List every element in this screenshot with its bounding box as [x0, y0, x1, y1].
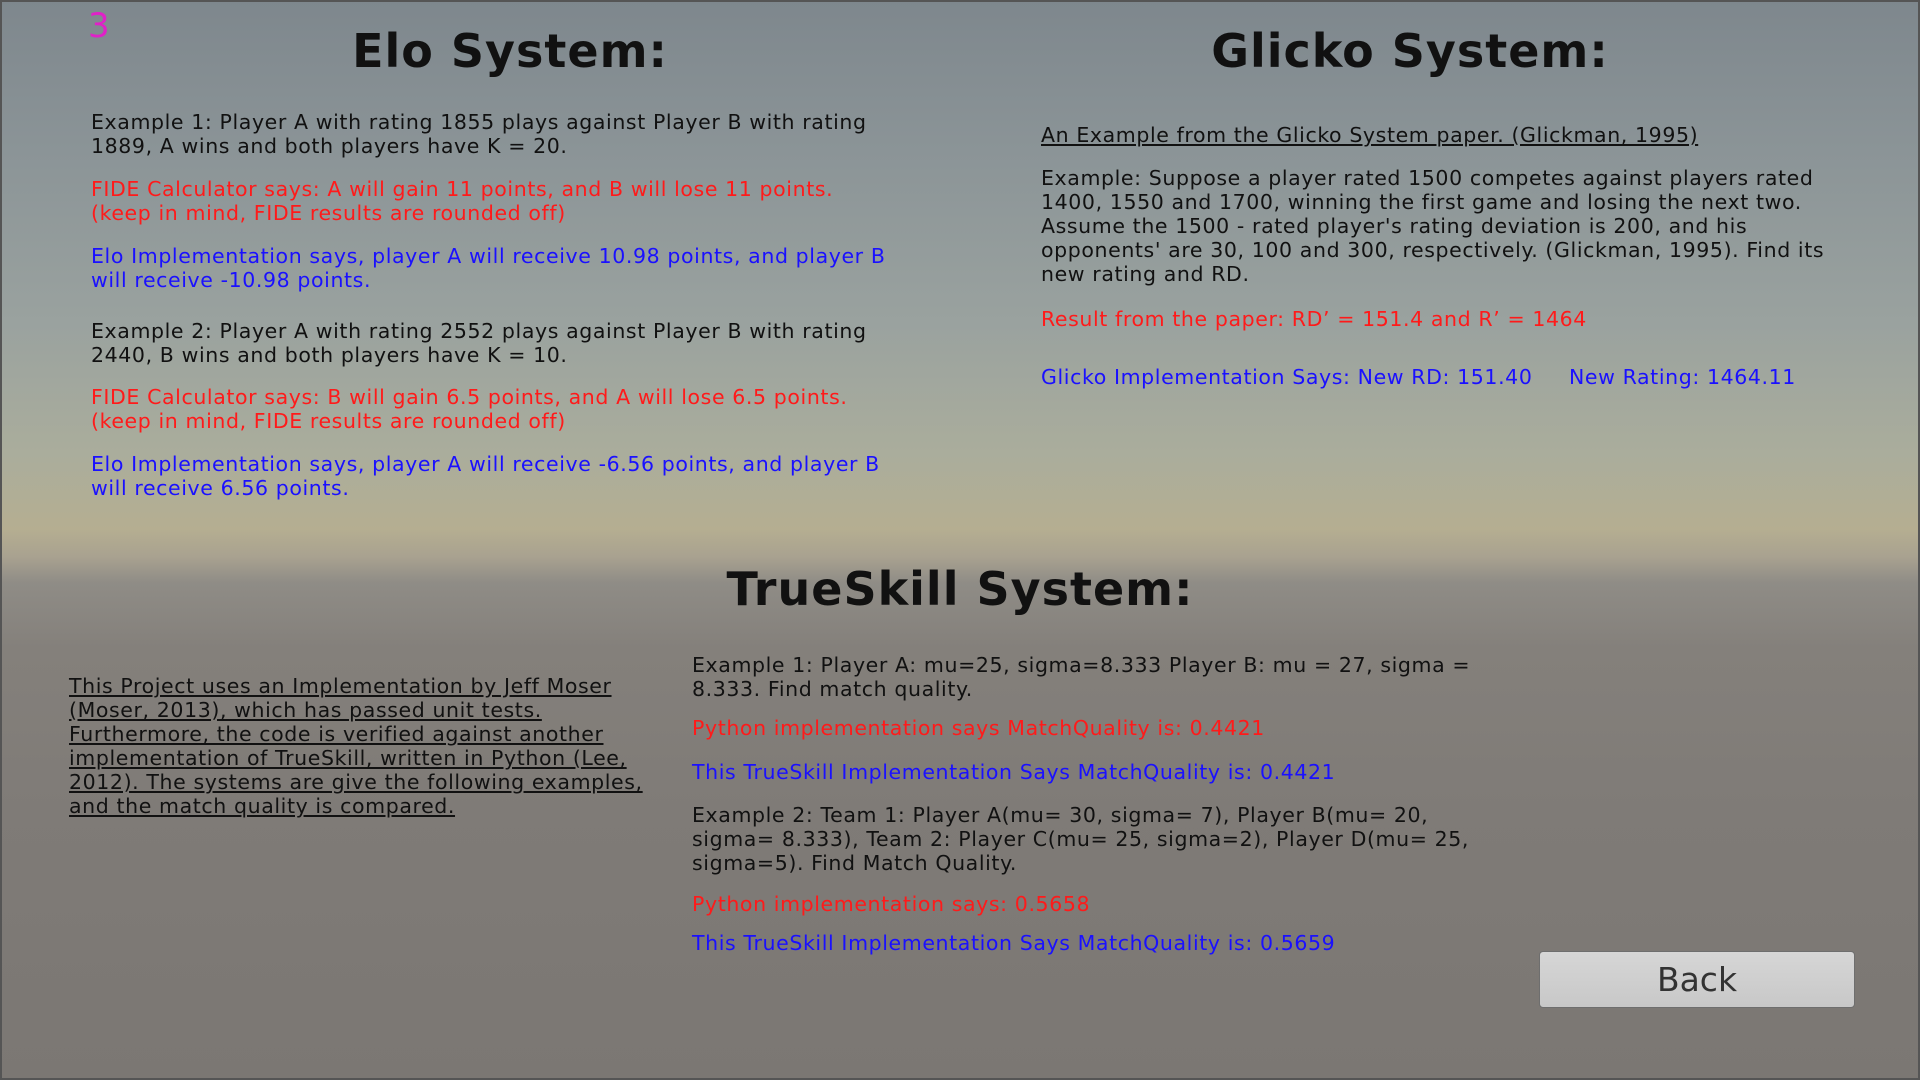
elo-example1-implementation-result: Elo Implementation says, player A will receive 10.98 points, and player B will receive -10.98 points.: [91, 244, 886, 292]
glicko-example-description: Example: Suppose a player rated 1500 competes against players rated 1400, 1550 and 1700, winning the first game and losing the next two. Assume the 1500 - rated player's rating deviation is 200, and his opponents' are 30, 100 and 300, respectively. (Glickman, 1995). Find its new rating and RD.: [1041, 166, 1825, 286]
elo-example1-fide-result: FIDE Calculator says: A will gain 11 points, and B will lose 11 points. (keep in mind, FIDE results are rounded off): [91, 177, 834, 225]
trueskill-title: TrueSkill System:: [726, 562, 1194, 616]
trueskill-example1-implementation-result: This TrueSkill Implementation Says MatchQuality is: 0.4421: [692, 760, 1336, 784]
trueskill-example1-description: Example 1: Player A: mu=25, sigma=8.333 Player B: mu = 27, sigma = 8.333. Find match quality.: [692, 653, 1471, 701]
elo-example2-description: Example 2: Player A with rating 2552 plays against Player B with rating 2440, B wins and both players have K = 10.: [91, 319, 867, 367]
trueskill-example2-description: Example 2: Team 1: Player A(mu= 30, sigma= 7), Player B(mu= 20, sigma= 8.333), Team 2: Player C(mu= 25, sigma=2), Player D(mu= 25, sigma=5). Find Match Quality.: [692, 803, 1470, 875]
trueskill-intro-note: This Project uses an Implementation by Jeff Moser (Moser, 2013), which has passed unit tests. Furthermore, the code is verified against another implementation of TrueSkill, written in Python (Lee, 2012). The systems are give the following examples, and the match quality is compared.: [69, 674, 643, 818]
trueskill-example1-python-result: Python implementation says MatchQuality is: 0.4421: [692, 716, 1265, 740]
page-number: 3: [88, 6, 110, 46]
elo-example2-implementation-result: Elo Implementation says, player A will receive -6.56 points, and player B will receive 6.56 points.: [91, 452, 880, 500]
elo-title: Elo System:: [352, 24, 668, 78]
glicko-source-note: An Example from the Glicko System paper. (Glickman, 1995): [1041, 123, 1699, 147]
glicko-title: Glicko System:: [1211, 24, 1609, 78]
elo-example1-description: Example 1: Player A with rating 1855 plays against Player B with rating 1889, A wins and both players have K = 20.: [91, 110, 867, 158]
glicko-paper-result: Result from the paper: RD’ = 151.4 and R’ = 1464: [1041, 307, 1587, 331]
glicko-implementation-rd: Glicko Implementation Says: New RD: 151.40: [1041, 365, 1533, 389]
back-button[interactable]: Back: [1539, 951, 1855, 1008]
trueskill-example2-python-result: Python implementation says: 0.5658: [692, 892, 1091, 916]
trueskill-example2-implementation-result: This TrueSkill Implementation Says MatchQuality is: 0.5659: [692, 931, 1336, 955]
elo-example2-fide-result: FIDE Calculator says: B will gain 6.5 points, and A will lose 6.5 points. (keep in mind, FIDE results are rounded off): [91, 385, 848, 433]
glicko-implementation-rating: New Rating: 1464.11: [1569, 365, 1796, 389]
